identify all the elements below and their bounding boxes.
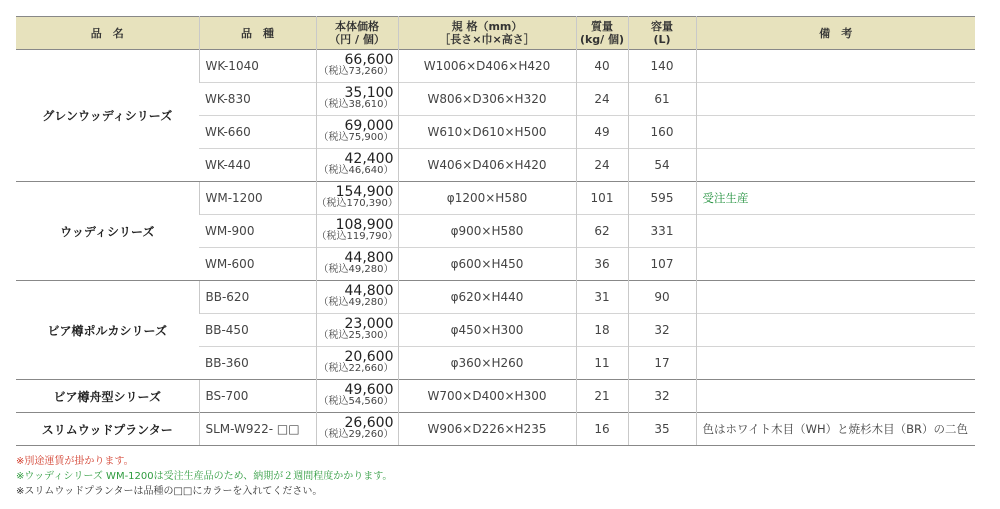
spec-dimensions: W406×D406×H420 <box>398 149 576 182</box>
price-cell <box>316 314 398 347</box>
weight-value: 16 <box>576 413 628 446</box>
tax-included-price: （税込73,260） <box>318 66 394 77</box>
header-price-line2: （円 / 個） <box>329 33 385 46</box>
table-row <box>16 182 975 215</box>
spec-dimensions: W806×D306×H320 <box>398 83 576 116</box>
base-price: 66,600 <box>344 52 394 68</box>
capacity-value: 140 <box>628 50 696 83</box>
spec-dimensions: W906×D226×H235 <box>398 413 576 446</box>
tax-included-price: （税込46,640） <box>318 165 394 176</box>
spec-dimensions: W1006×D406×H420 <box>398 50 576 83</box>
header-weight <box>576 17 628 50</box>
price-cell <box>316 281 398 314</box>
header-spec-line1: 規 格（mm） <box>451 20 523 33</box>
series-name: ビア樽ポルカシリーズ <box>16 281 199 380</box>
model-code: WM-900 <box>199 215 316 248</box>
header-price-line1: 本体価格 <box>335 20 379 33</box>
model-code: BB-620 <box>199 281 316 314</box>
table-body <box>16 50 975 446</box>
model-code: WK-440 <box>199 149 316 182</box>
model-code: BB-450 <box>199 314 316 347</box>
header-name: 品 名 <box>16 17 199 50</box>
model-code: WK-830 <box>199 83 316 116</box>
tax-included-price: （税込49,280） <box>318 264 394 275</box>
header-spec-line2: ［長さ×巾×高さ］ <box>439 33 535 46</box>
base-price: 154,900 <box>335 184 394 200</box>
weight-value: 11 <box>576 347 628 380</box>
base-price: 42,400 <box>344 151 394 167</box>
header-capacity-line1: 容量 <box>651 20 673 33</box>
weight-value: 40 <box>576 50 628 83</box>
footnote-color-code: ※スリムウッドプランターは品種の□□にカラーを入れてください。 <box>16 486 323 497</box>
price-cell <box>316 83 398 116</box>
spec-dimensions: φ360×H260 <box>398 347 576 380</box>
header-capacity <box>628 17 696 50</box>
price-table <box>16 16 975 446</box>
base-price: 108,900 <box>335 217 394 233</box>
weight-value: 24 <box>576 83 628 116</box>
remarks-cell <box>696 50 975 83</box>
tax-included-price: （税込170,390） <box>316 198 398 209</box>
price-cell <box>316 215 398 248</box>
product-price-list <box>16 16 975 499</box>
remarks-cell <box>696 380 975 413</box>
base-price: 69,000 <box>344 118 394 134</box>
remarks-cell <box>696 281 975 314</box>
capacity-value: 17 <box>628 347 696 380</box>
capacity-value: 32 <box>628 380 696 413</box>
spec-dimensions: W700×D400×H300 <box>398 380 576 413</box>
tax-included-price: （税込29,260） <box>318 429 394 440</box>
weight-value: 31 <box>576 281 628 314</box>
weight-value: 24 <box>576 149 628 182</box>
base-price: 44,800 <box>344 283 394 299</box>
header-capacity-line2: (L) <box>653 33 671 46</box>
capacity-value: 35 <box>628 413 696 446</box>
capacity-value: 331 <box>628 215 696 248</box>
remarks-cell <box>696 116 975 149</box>
model-code: BS-700 <box>199 380 316 413</box>
spec-dimensions: φ1200×H580 <box>398 182 576 215</box>
tax-included-price: （税込25,300） <box>318 330 394 341</box>
weight-value: 62 <box>576 215 628 248</box>
capacity-value: 61 <box>628 83 696 116</box>
capacity-value: 90 <box>628 281 696 314</box>
tax-included-price: （税込49,280） <box>318 297 394 308</box>
remarks-cell <box>696 83 975 116</box>
tax-included-price: （税込38,610） <box>318 99 394 110</box>
table-row <box>16 380 975 413</box>
price-cell <box>316 380 398 413</box>
capacity-value: 54 <box>628 149 696 182</box>
header-weight-line2: (kg/ 個) <box>579 33 625 46</box>
model-code: BB-360 <box>199 347 316 380</box>
series-name: スリムウッドプランター <box>16 413 199 446</box>
base-price: 49,600 <box>344 382 394 398</box>
remarks-cell <box>696 215 975 248</box>
tax-included-price: （税込54,560） <box>318 396 394 407</box>
remarks-cell: 色はホワイト木目（WH）と焼杉木目（BR）の二色 <box>696 413 975 446</box>
base-price: 26,600 <box>344 415 394 431</box>
weight-value: 18 <box>576 314 628 347</box>
tax-included-price: （税込22,660） <box>318 363 394 374</box>
price-cell <box>316 248 398 281</box>
table-row <box>16 413 975 446</box>
footnotes <box>16 454 975 499</box>
weight-value: 49 <box>576 116 628 149</box>
price-cell <box>316 149 398 182</box>
table-row <box>16 50 975 83</box>
capacity-value: 32 <box>628 314 696 347</box>
series-name: ビア樽舟型シリーズ <box>16 380 199 413</box>
price-cell <box>316 182 398 215</box>
spec-dimensions: φ600×H450 <box>398 248 576 281</box>
table-header <box>16 17 975 50</box>
capacity-value: 107 <box>628 248 696 281</box>
tax-included-price: （税込119,790） <box>316 231 398 242</box>
remarks-cell <box>696 347 975 380</box>
base-price: 23,000 <box>344 316 394 332</box>
price-cell <box>316 50 398 83</box>
model-code: WK-660 <box>199 116 316 149</box>
price-cell <box>316 116 398 149</box>
header-remarks: 備 考 <box>696 17 975 50</box>
base-price: 20,600 <box>344 349 394 365</box>
spec-dimensions: W610×D610×H500 <box>398 116 576 149</box>
series-name: ウッディシリーズ <box>16 182 199 281</box>
model-code: SLM-W922- □□ <box>199 413 316 446</box>
weight-value: 21 <box>576 380 628 413</box>
weight-value: 36 <box>576 248 628 281</box>
spec-dimensions: φ620×H440 <box>398 281 576 314</box>
header-model: 品 種 <box>199 17 316 50</box>
header-price <box>316 17 398 50</box>
price-cell <box>316 347 398 380</box>
capacity-value: 160 <box>628 116 696 149</box>
model-code: WM-1200 <box>199 182 316 215</box>
header-weight-line1: 質量 <box>591 20 613 33</box>
footnote-shipping: ※別途運賃が掛かります。 <box>16 456 134 467</box>
base-price: 44,800 <box>344 250 394 266</box>
spec-dimensions: φ450×H300 <box>398 314 576 347</box>
tax-included-price: （税込75,900） <box>318 132 394 143</box>
price-cell <box>316 413 398 446</box>
model-code: WK-1040 <box>199 50 316 83</box>
table-row <box>16 281 975 314</box>
weight-value: 101 <box>576 182 628 215</box>
remarks-cell: 受注生産 <box>696 182 975 215</box>
model-code: WM-600 <box>199 248 316 281</box>
footnote-lead-time: ※ウッディシリーズ WM-1200は受注生産品のため、納期が２週間程度かかります。 <box>16 471 393 482</box>
base-price: 35,100 <box>344 85 394 101</box>
spec-dimensions: φ900×H580 <box>398 215 576 248</box>
capacity-value: 595 <box>628 182 696 215</box>
series-name: グレンウッディシリーズ <box>16 50 199 182</box>
header-spec <box>398 17 576 50</box>
remarks-cell <box>696 149 975 182</box>
remarks-cell <box>696 314 975 347</box>
remarks-cell <box>696 248 975 281</box>
